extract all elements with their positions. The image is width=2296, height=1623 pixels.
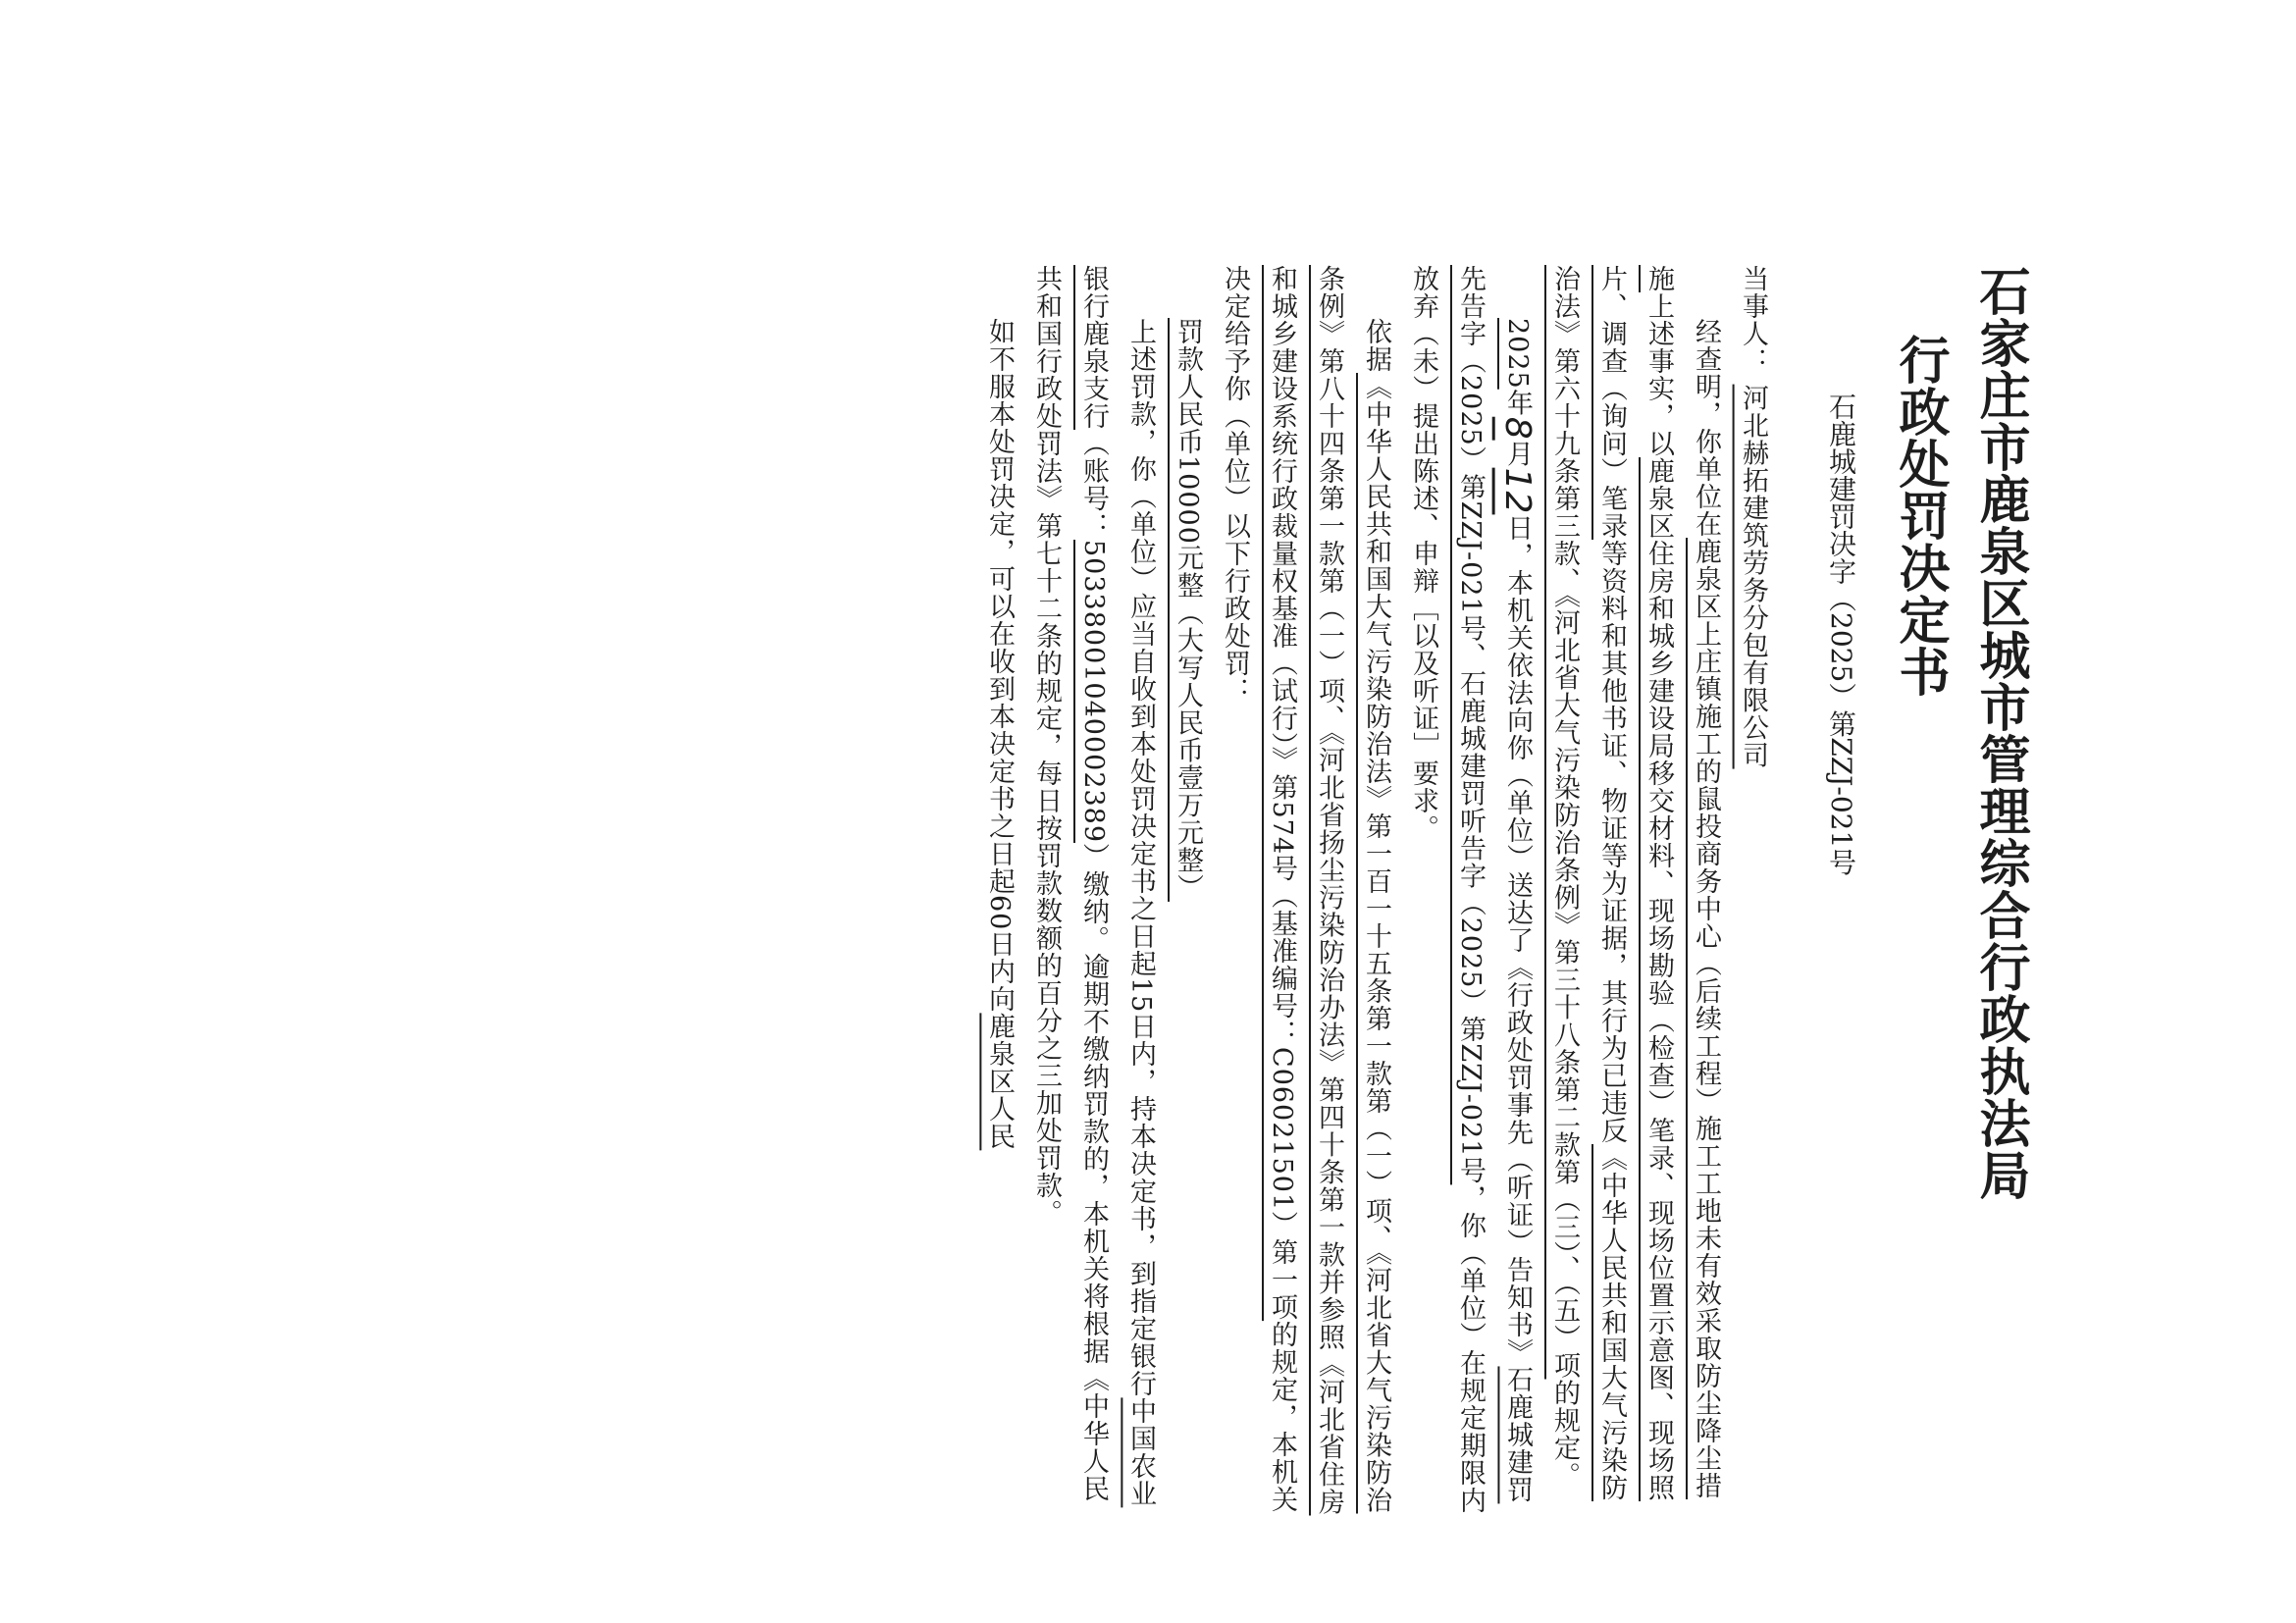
paragraph-notice <box>1399 265 1540 1525</box>
facts-violated-law: 《中华人民共和国大气污染防治法》第六十九条第三款、《河北省大气污染防治条例》第三十八条第二款第（三）、（五）项 <box>1549 265 1627 1501</box>
payment-text-1: 上述罚款，你（单位）应当自收到本处罚决定书之日起15日内，持本决定书，到指定银行 <box>1125 318 1156 1398</box>
notice-text-1: 日，本机关依法向你（单位）送达了《行政处罚事先（听证）告知书》 <box>1502 514 1533 1367</box>
payment-text-3: ）缴纳。逾期不缴纳罚款的，本机关将根据《中华人民共和国行政处罚法》第七十二条的规定，每日按罚款数额的百分之三加处罚款。 <box>1031 265 1109 1503</box>
notice-month-handwritten: 8 <box>1497 416 1538 441</box>
document-issuer-title: 石家庄市鹿泉区城市管理综合行政执法局 <box>1970 265 2029 1201</box>
party-name: 河北赫拓建筑劳务分包有限公司 <box>1738 384 1768 769</box>
notice-document-numbers: 石鹿城建罚先告字（2025）第ZZJ-021号、石鹿城建罚听告字（2025）第ZZJ-021号 <box>1455 265 1533 1504</box>
title-block-2 <box>1888 265 1951 1525</box>
paragraph-appeal <box>975 265 1022 1525</box>
title-block <box>1968 265 2031 1525</box>
party-line <box>1729 265 1776 1525</box>
basis-text-2: 的规定，本机关决定给予你（单位）以下行政处罚： <box>1220 265 1297 1514</box>
facts-text-3: 等资料和其他书证、物证等为证据，其行为已违反 <box>1596 540 1627 1144</box>
notice-month-label: 月 <box>1502 440 1533 468</box>
notice-text-2: ，你（单位）在规定期限内放弃（未）提出陈述、申辩［以及听证］要求。 <box>1408 265 1486 1515</box>
payment-bank: 中国农业银行鹿泉支行 <box>1078 265 1156 1508</box>
basis-text-1: 依据 <box>1361 318 1391 373</box>
party-label: 当事人： <box>1738 265 1768 375</box>
appeal-authority: 鹿泉区人民 <box>984 1013 1015 1151</box>
facts-text-1: 经查明，你单位在 <box>1691 318 1721 538</box>
facts-evidence: 鹿泉区住房和城乡建设局移交材料、现场勘验（检查）笔录、现场位置示意图、现场照片、调查（询问）笔录 <box>1596 265 1674 1501</box>
facts-location: 鹿泉区上庄镇施工的鼠投商务中心（后续工程）施工工地未有效采取防尘降尘措施 <box>1644 265 1721 1499</box>
appeal-text-1: 如不服本处罚决定，可以在收到本决定书之日起60日内向 <box>984 318 1015 1014</box>
penalty-amount: 罚款人民币10000元整（大写人民币壹万元整） <box>1173 318 1203 902</box>
notice-year: 2025 <box>1502 318 1533 390</box>
document-number-block <box>1815 265 1866 1525</box>
paragraph-penalty <box>1164 265 1211 1525</box>
document-type-title: 行政处罚决定书 <box>1890 334 1949 698</box>
basis-legal-provisions: 《中华人民共和国大气污染防治法》第一百一十五条第一款第（一）项、《河北省大气污染防治条例》第八十四条第一款第（一）项、《河北省扬尘污染防治办法》第四十条第一款并参照《河北省住房和城乡建设系统行政裁量权基准（试行）》第574号（基准编号：C06021501）第一项 <box>1267 265 1391 1516</box>
facts-text-4: 的规定。 <box>1549 1379 1580 1490</box>
notice-year-label: 年 <box>1502 389 1533 417</box>
paragraph-payment <box>1022 265 1164 1525</box>
paragraph-basis <box>1211 265 1399 1525</box>
facts-text-2: 上述事实，以 <box>1644 292 1674 457</box>
payment-account-number: 50338001040002389 <box>1078 540 1109 844</box>
payment-text-2: （账号： <box>1078 430 1109 540</box>
paragraph-facts <box>1540 265 1729 1525</box>
notice-day-handwritten: 12 <box>1497 467 1538 515</box>
document-number: 石鹿城建罚决字（2025）第ZZJ-021号 <box>1825 393 1857 876</box>
